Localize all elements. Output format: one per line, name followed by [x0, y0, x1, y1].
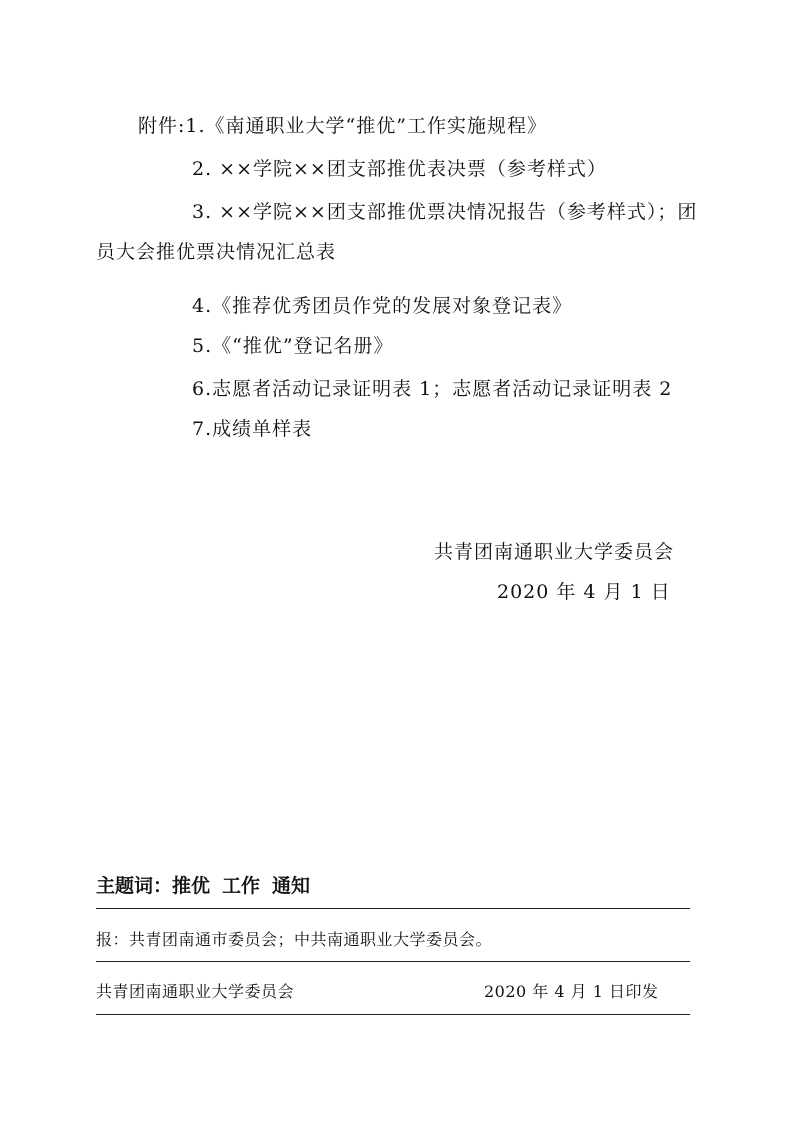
keyword: 工作	[222, 875, 261, 897]
signature-date: 2020 年 4 月 1 日	[497, 581, 671, 603]
keywords-label: 主题词：	[96, 875, 173, 897]
keyword: 推优	[172, 875, 211, 897]
attachment-item-3: 3. ××学院××团支部推优票决情况报告（参考样式）；团	[192, 201, 698, 223]
attachment-item-4: 4.《推荐优秀团员作党的发展对象登记表》	[192, 295, 573, 317]
divider-line	[96, 961, 690, 962]
attachment-item-6: 6.志愿者活动记录证明表 1；志愿者活动记录证明表 2	[192, 378, 673, 400]
divider-line	[96, 1014, 690, 1015]
report-to: 报：共青团南通市委员会；中共南通职业大学委员会。	[96, 930, 493, 949]
attachment-item-7: 7.成绩单样表	[192, 418, 313, 440]
attachment-item-2: 2. ××学院××团支部推优表决票（参考样式）	[192, 158, 607, 180]
keyword: 通知	[272, 875, 311, 897]
attachment-item-1: 附件:1.《南通职业大学“推优”工作实施规程》	[138, 115, 547, 137]
issuer: 共青团南通职业大学委员会	[96, 982, 295, 1001]
signature-organization: 共青团南通职业大学委员会	[434, 541, 675, 563]
keywords-line	[96, 874, 322, 898]
print-date: 2020 年 4 月 1 日印发	[484, 982, 659, 1001]
attachment-item-3-continued: 员大会推优票决情况汇总表	[96, 241, 337, 263]
divider-line	[96, 908, 690, 909]
attachment-item-5: 5.《“推优”登记名册》	[192, 335, 394, 357]
